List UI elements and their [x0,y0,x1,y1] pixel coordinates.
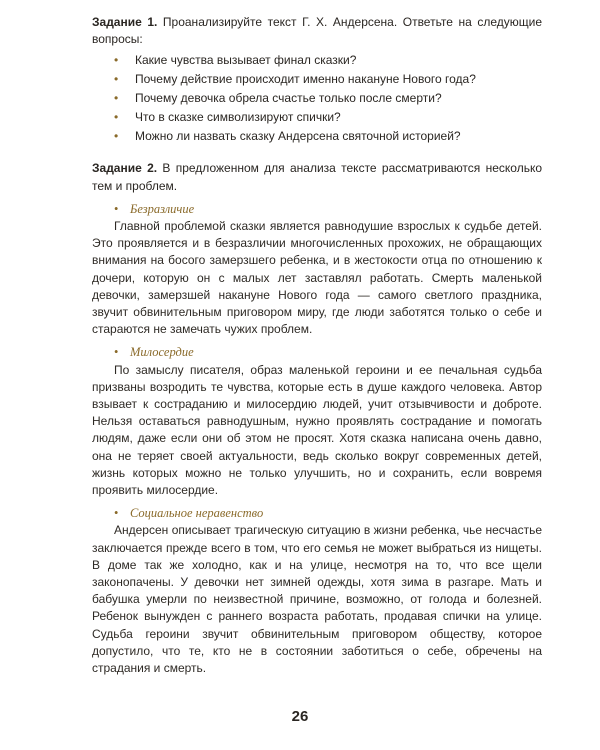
question-item: • Можно ли назвать сказку Андерсена святочной историей? [92,127,542,146]
task-2 [92,160,542,194]
section-text-indifference: Главной проблемой сказки является равнодушие взрослых к судьбе детей. Это проявляется и в безразличии многочисленных прохожих, не обращающих внимания на босого замерзшего ребенка, и в жестокости отца по отношению к дочери, которую он с малых лет заставлял работать. Смерть маленькой девочки, замерзшей накануне Нового года — самого светлого праздника, звучит обвинительным приговором миру, где люди заботятся только о себе и стараются не замечать чужих проблем. [92,219,542,337]
task-1-label: Задание 1. [92,15,158,29]
section-heading-social-inequality: • Социальное неравенство [92,505,542,522]
page-content [92,14,542,677]
question-item: • Что в сказке символизируют спички? [92,108,542,127]
task-2-label: Задание 2. [92,161,158,176]
task-1-text: Проанализируйте текст Г. Х. Андерсена. Ответьте на следующие вопросы: [92,15,543,47]
question-item: • Какие чувства вызывает финал сказки? [92,51,542,70]
section-text-mercy: По замыслу писателя, образ маленькой героини и ее печальная судьба призваны возродить те чувства, которые есть в душе каждого человека. Автор взывает к состраданию и милосердию людей, учит отзывчивости и доброте. Нельзя оставаться равнодушным, нужно проявлять сострадание и помогать людям, даже если они об этом не просят. Хотя сказка написана очень давно, она не теряет своей актуальности, ведь сколько вокруг современных детей, жизнь которых можно не только улучшить, но и сохранить, если вовремя проявить милосердие. [92,362,542,498]
section-heading-indifference: • Безразличие [92,201,542,218]
section-heading-mercy: • Милосердие [92,344,542,361]
section-text-social-inequality: Андерсен описывает трагическую ситуацию в жизни ребенка, чье несчастье заключается прежде всего в том, что его семья не может выбраться из нищеты. В доме так же холодно, как и на улице, несмотря на то, что все щели законопачены. У девочки нет зимней одежды, хотя зима в разгаре. Мать и бабушка умерли по неизвестной причине, возможно, от голода и болезней. Ребенок вынужден с раннего возраста работать, продавая спички на улице. Судьба героини звучит обвинительным приговором обществу, которое допустило, что те, кто не в состоянии заботиться о себе, обречены на страдания и смерть. [92,523,542,676]
task-2-text: В предложенном для анализа тексте рассматриваются несколько тем и проблем. [92,161,543,193]
question-item: • Почему девочка обрела счастье только после смерти? [92,89,542,108]
page-number: 26 [291,708,309,725]
task-1-questions [92,51,542,146]
question-item: • Почему действие происходит именно накануне Нового года? [92,70,542,89]
task-1 [92,14,542,48]
